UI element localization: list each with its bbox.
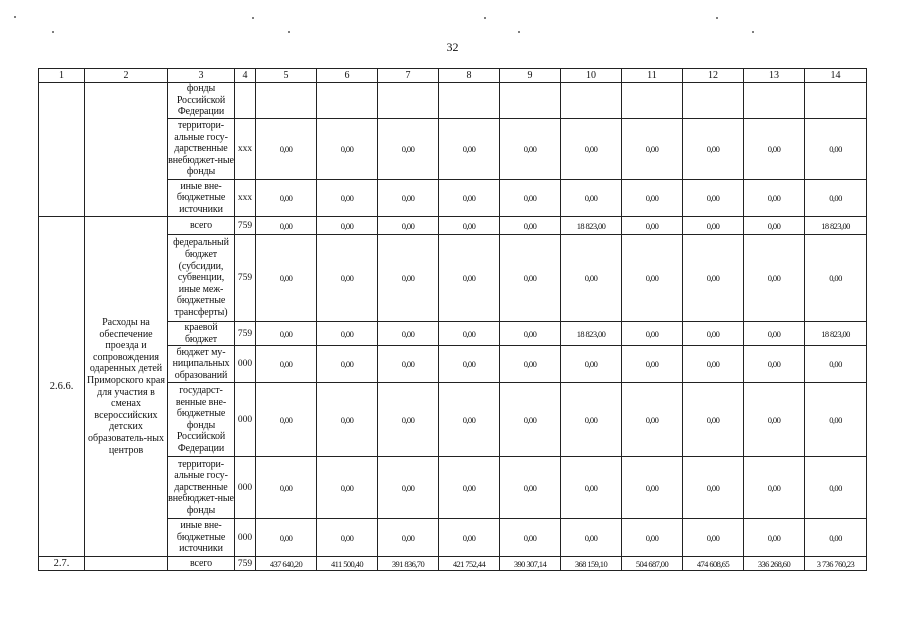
source-label: всего <box>168 557 235 571</box>
header-cell: 12 <box>683 69 744 83</box>
scan-dot <box>52 31 54 33</box>
value-cell: 18 823,00 <box>805 217 867 235</box>
value-cell: 391 836,70 <box>378 557 439 571</box>
value-cell: 0,00 <box>378 322 439 346</box>
budget-table <box>38 68 867 571</box>
value-cell: 0,00 <box>378 457 439 519</box>
value-cell: 0,00 <box>378 217 439 235</box>
value-cell: 0,00 <box>256 346 317 383</box>
source-label: краевой бюджет <box>168 322 235 346</box>
value-cell: 0,00 <box>805 519 867 557</box>
value-cell <box>317 83 378 119</box>
value-cell: 0,00 <box>561 235 622 322</box>
code-cell: 759 <box>235 217 256 235</box>
value-cell <box>805 83 867 119</box>
scan-dot <box>752 31 754 33</box>
value-cell <box>622 83 683 119</box>
code-cell: 000 <box>235 457 256 519</box>
value-cell: 474 608,65 <box>683 557 744 571</box>
value-cell: 368 159,10 <box>561 557 622 571</box>
value-cell: 0,00 <box>439 119 500 180</box>
table-row <box>39 83 867 119</box>
code-cell: 759 <box>235 322 256 346</box>
value-cell: 0,00 <box>378 383 439 457</box>
value-cell: 0,00 <box>744 383 805 457</box>
header-cell: 6 <box>317 69 378 83</box>
value-cell: 0,00 <box>805 383 867 457</box>
value-cell: 0,00 <box>500 322 561 346</box>
value-cell: 0,00 <box>622 383 683 457</box>
value-cell: 411 500,40 <box>317 557 378 571</box>
header-cell: 5 <box>256 69 317 83</box>
value-cell: 0,00 <box>256 119 317 180</box>
value-cell: 0,00 <box>744 180 805 217</box>
header-cell: 2 <box>85 69 168 83</box>
code-cell: xxx <box>235 119 256 180</box>
value-cell: 0,00 <box>317 346 378 383</box>
code-cell: 759 <box>235 557 256 571</box>
source-label: территори-альные госу-дарственные внебюджет-ные фонды <box>168 119 235 180</box>
value-cell <box>561 83 622 119</box>
value-cell: 0,00 <box>439 519 500 557</box>
value-cell: 0,00 <box>378 519 439 557</box>
header-cell: 11 <box>622 69 683 83</box>
value-cell: 0,00 <box>317 519 378 557</box>
value-cell: 0,00 <box>378 235 439 322</box>
section-number: 2.7. <box>39 557 85 571</box>
value-cell: 0,00 <box>744 217 805 235</box>
value-cell: 421 752,44 <box>439 557 500 571</box>
value-cell: 18 823,00 <box>805 322 867 346</box>
value-cell: 0,00 <box>500 346 561 383</box>
value-cell: 0,00 <box>744 322 805 346</box>
value-cell: 3 736 760,23 <box>805 557 867 571</box>
header-cell: 10 <box>561 69 622 83</box>
value-cell: 0,00 <box>744 119 805 180</box>
source-label: федеральный бюджет (субсидии, субвенции, иные меж-бюджетные трансферты) <box>168 235 235 322</box>
value-cell: 0,00 <box>439 457 500 519</box>
value-cell: 336 268,60 <box>744 557 805 571</box>
value-cell: 0,00 <box>256 519 317 557</box>
value-cell: 0,00 <box>439 383 500 457</box>
table-body <box>39 69 867 571</box>
source-label: иные вне-бюджетные источники <box>168 519 235 557</box>
source-label: фонды Российской Федерации <box>168 83 235 119</box>
scan-dot <box>484 17 486 19</box>
source-label: государст-венные вне-бюджетные фонды Российской Федерации <box>168 383 235 457</box>
scan-dot <box>14 16 16 18</box>
value-cell: 0,00 <box>683 383 744 457</box>
value-cell: 0,00 <box>500 119 561 180</box>
header-cell: 1 <box>39 69 85 83</box>
table-row <box>39 217 867 235</box>
code-cell: 759 <box>235 235 256 322</box>
value-cell: 0,00 <box>622 322 683 346</box>
value-cell: 0,00 <box>744 346 805 383</box>
value-cell: 0,00 <box>622 217 683 235</box>
value-cell: 0,00 <box>500 383 561 457</box>
value-cell: 0,00 <box>378 346 439 383</box>
value-cell: 0,00 <box>561 519 622 557</box>
value-cell: 0,00 <box>256 322 317 346</box>
value-cell: 0,00 <box>317 119 378 180</box>
value-cell: 0,00 <box>744 235 805 322</box>
scan-dot <box>252 17 254 19</box>
section-description: Расходы на обеспечение проезда и сопровождения одаренных детей Приморского края для участия в сменах всероссийских детских образователь-ных центров <box>85 217 168 557</box>
value-cell <box>500 83 561 119</box>
value-cell: 0,00 <box>378 180 439 217</box>
value-cell: 0,00 <box>805 346 867 383</box>
value-cell: 0,00 <box>805 235 867 322</box>
header-cell: 3 <box>168 69 235 83</box>
header-cell: 9 <box>500 69 561 83</box>
value-cell: 0,00 <box>805 119 867 180</box>
value-cell <box>378 83 439 119</box>
scan-dot <box>716 17 718 19</box>
value-cell: 0,00 <box>561 346 622 383</box>
value-cell: 0,00 <box>622 235 683 322</box>
value-cell: 0,00 <box>256 457 317 519</box>
header-cell: 14 <box>805 69 867 83</box>
value-cell: 0,00 <box>744 457 805 519</box>
header-row <box>39 69 867 83</box>
value-cell <box>256 83 317 119</box>
source-label: бюджет му-ниципальных образований <box>168 346 235 383</box>
code-cell <box>235 83 256 119</box>
value-cell: 0,00 <box>439 346 500 383</box>
value-cell: 0,00 <box>439 235 500 322</box>
value-cell: 0,00 <box>622 346 683 383</box>
value-cell: 0,00 <box>500 180 561 217</box>
value-cell: 0,00 <box>439 217 500 235</box>
value-cell: 0,00 <box>805 180 867 217</box>
value-cell: 0,00 <box>256 217 317 235</box>
code-cell: 000 <box>235 346 256 383</box>
value-cell: 504 687,00 <box>622 557 683 571</box>
value-cell: 0,00 <box>256 180 317 217</box>
value-cell: 0,00 <box>683 217 744 235</box>
value-cell <box>439 83 500 119</box>
source-label: всего <box>168 217 235 235</box>
code-cell: 000 <box>235 383 256 457</box>
value-cell: 0,00 <box>500 217 561 235</box>
code-cell: xxx <box>235 180 256 217</box>
section-description <box>85 557 168 571</box>
value-cell: 0,00 <box>500 457 561 519</box>
scan-dot <box>518 31 520 33</box>
section-number: 2.6.6. <box>39 217 85 557</box>
number-cell <box>39 83 85 217</box>
value-cell: 0,00 <box>561 119 622 180</box>
value-cell: 0,00 <box>622 519 683 557</box>
value-cell: 0,00 <box>378 119 439 180</box>
value-cell: 0,00 <box>500 235 561 322</box>
value-cell: 0,00 <box>561 457 622 519</box>
description-cell <box>85 83 168 217</box>
value-cell: 0,00 <box>683 519 744 557</box>
value-cell: 0,00 <box>256 383 317 457</box>
page-number: 32 <box>446 40 459 54</box>
table-row <box>39 557 867 571</box>
source-label: территори-альные госу-дарственные внебюджет-ные фонды <box>168 457 235 519</box>
value-cell: 0,00 <box>256 235 317 322</box>
value-cell: 0,00 <box>439 180 500 217</box>
source-label: иные вне-бюджетные источники <box>168 180 235 217</box>
value-cell: 0,00 <box>561 180 622 217</box>
header-cell: 13 <box>744 69 805 83</box>
value-cell: 0,00 <box>317 383 378 457</box>
budget-table-container <box>38 68 867 571</box>
value-cell: 0,00 <box>744 519 805 557</box>
value-cell: 0,00 <box>683 457 744 519</box>
value-cell: 0,00 <box>805 457 867 519</box>
value-cell: 18 823,00 <box>561 217 622 235</box>
value-cell: 0,00 <box>317 180 378 217</box>
value-cell <box>744 83 805 119</box>
value-cell: 0,00 <box>317 322 378 346</box>
value-cell: 0,00 <box>317 217 378 235</box>
value-cell: 0,00 <box>500 519 561 557</box>
value-cell: 0,00 <box>683 180 744 217</box>
value-cell: 0,00 <box>622 180 683 217</box>
header-cell: 7 <box>378 69 439 83</box>
value-cell: 0,00 <box>683 322 744 346</box>
value-cell: 0,00 <box>683 119 744 180</box>
code-cell: 000 <box>235 519 256 557</box>
value-cell <box>683 83 744 119</box>
header-cell: 4 <box>235 69 256 83</box>
scan-dot <box>288 31 290 33</box>
value-cell: 0,00 <box>622 119 683 180</box>
value-cell: 390 307,14 <box>500 557 561 571</box>
value-cell: 0,00 <box>317 457 378 519</box>
value-cell: 0,00 <box>439 322 500 346</box>
value-cell: 437 640,20 <box>256 557 317 571</box>
value-cell: 0,00 <box>683 346 744 383</box>
value-cell: 0,00 <box>561 383 622 457</box>
value-cell: 0,00 <box>317 235 378 322</box>
value-cell: 0,00 <box>622 457 683 519</box>
value-cell: 0,00 <box>683 235 744 322</box>
header-cell: 8 <box>439 69 500 83</box>
value-cell: 18 823,00 <box>561 322 622 346</box>
